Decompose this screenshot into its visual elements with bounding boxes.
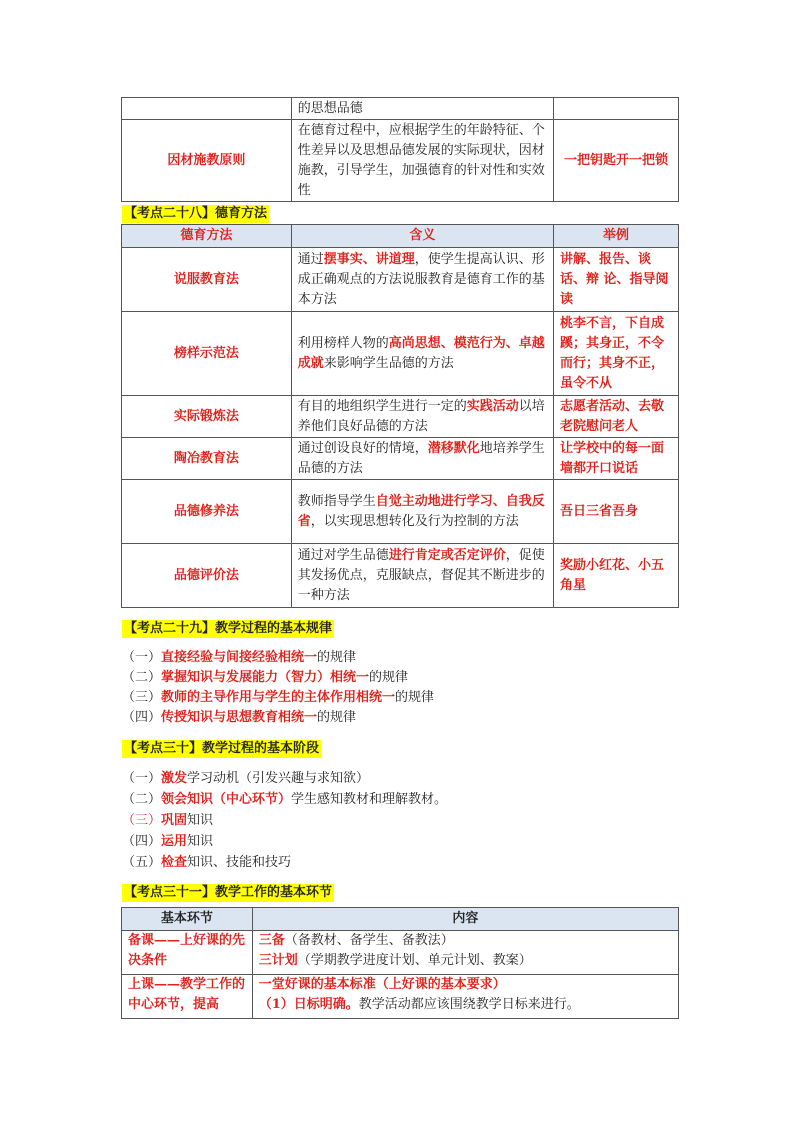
- table-row: [122, 975, 679, 1019]
- method-name: 品德修养法: [122, 480, 292, 544]
- list-item: （一）激发学习动机（引发兴趣与求知欲）: [122, 771, 370, 786]
- step-content: 三备（备教材、备学生、备教法） 三计划（学期教学进度计划、单元计划、教案）: [252, 931, 678, 975]
- teaching-steps-table: [121, 907, 679, 1019]
- table-header-row: [122, 225, 679, 248]
- table-row: [122, 931, 679, 975]
- method-name: 榜样示范法: [122, 312, 292, 396]
- header-content: 内容: [252, 908, 678, 931]
- header-step: 基本环节: [122, 908, 253, 931]
- header-example: 举例: [553, 225, 678, 248]
- table-row: [122, 480, 679, 544]
- table-row: [122, 120, 679, 202]
- method-name: 实际锻炼法: [122, 396, 292, 438]
- example-cell: [553, 98, 678, 120]
- table-row: [122, 438, 679, 480]
- method-meaning: 教师指导学生自觉主动地进行学习、自我反省，以实现思想转化及行为控制的方法: [291, 480, 553, 544]
- section-28-title: 【考点二十八】德育方法: [124, 206, 268, 221]
- table-row: [122, 396, 679, 438]
- principle-cell: [122, 98, 292, 120]
- list-item: （二）掌握知识与发展能力（智力）相统一的规律: [122, 670, 409, 685]
- method-meaning: 通过对学生品德进行肯定或否定评价，促使其发扬优点，克服缺点，督促其不断进步的一种方法: [291, 544, 553, 608]
- principle-cell: 因材施教原则: [122, 120, 292, 202]
- example-cell: 一把钥匙开一把锁: [553, 120, 678, 202]
- method-name: 品德评价法: [122, 544, 292, 608]
- table-row: [122, 248, 679, 312]
- step-content: 一堂好课的基本标准（上好课的基本要求） （1）日标明确。教学活动都应该围绕教学日标来进行。: [252, 975, 678, 1019]
- method-name: 陶冶教育法: [122, 438, 292, 480]
- moral-principles-table-continued: [121, 97, 679, 202]
- table-header-row: [122, 908, 679, 931]
- method-example: 志愿者活动、去敬老院慰问老人: [553, 396, 678, 438]
- list-item: （四）传授知识与思想教育相统一的规律: [122, 710, 357, 725]
- content-cell: 的思想品德: [291, 98, 553, 120]
- method-example: 吾日三省吾身: [553, 480, 678, 544]
- header-method: 德育方法: [122, 225, 292, 248]
- section-31-title: 【考点三十一】教学工作的基本环节: [124, 885, 333, 900]
- method-meaning: 通过创设良好的情境，潜移默化地培养学生品德的方法: [291, 438, 553, 480]
- method-example: 讲解、报告、谈话、辩 论、指导阅读: [553, 248, 678, 312]
- method-meaning: 通过摆事实、讲道理，使学生提高认识、形成正确观点的方法说服教育是德育工作的基本方法: [291, 248, 553, 312]
- list-item: （五）检查知识、技能和技巧: [122, 855, 292, 870]
- method-meaning: 有目的地组织学生进行一定的实践活动以培养他们良好品德的方法: [291, 396, 553, 438]
- method-example: 让学校中的每一面墙都开口说话: [553, 438, 678, 480]
- section-30-title: 【考点三十】教学过程的基本阶段: [124, 741, 320, 756]
- table-row: [122, 98, 679, 120]
- method-name: 说服教育法: [122, 248, 292, 312]
- list-item: （二）领会知识（中心环节）学生感知教材和理解教材。: [122, 792, 448, 807]
- method-example: 奖励小红花、小五角星: [553, 544, 678, 608]
- list-item: （一）直接经验与间接经验相统一的规律: [122, 650, 357, 665]
- table-row: [122, 312, 679, 396]
- step-name: 上课——教学工作的中心环节，提高: [122, 975, 253, 1019]
- content-cell: 在德育过程中，应根据学生的年龄特征、个性差异以及思想品德发展的实际现状，因材施教，引导学生，加强德育的针对性和实效性: [291, 120, 553, 202]
- method-example: 桃李不言，下自成蹊；其身正，不令而行；其身不正，虽令不从: [553, 312, 678, 396]
- list-item: （三）教师的主导作用与学生的主体作用相统一的规律: [122, 690, 435, 705]
- list-item: （三）巩固知识: [122, 813, 214, 828]
- table-row: [122, 544, 679, 608]
- step-name: 备课——上好课的先决条件: [122, 931, 253, 975]
- moral-methods-table: [121, 224, 679, 608]
- header-meaning: 含义: [291, 225, 553, 248]
- method-meaning: 利用榜样人物的高尚思想、模范行为、卓越成就来影响学生品德的方法: [291, 312, 553, 396]
- section-29-title: 【考点二十九】教学过程的基本规律: [124, 621, 333, 636]
- list-item: （四）运用知识: [122, 834, 214, 849]
